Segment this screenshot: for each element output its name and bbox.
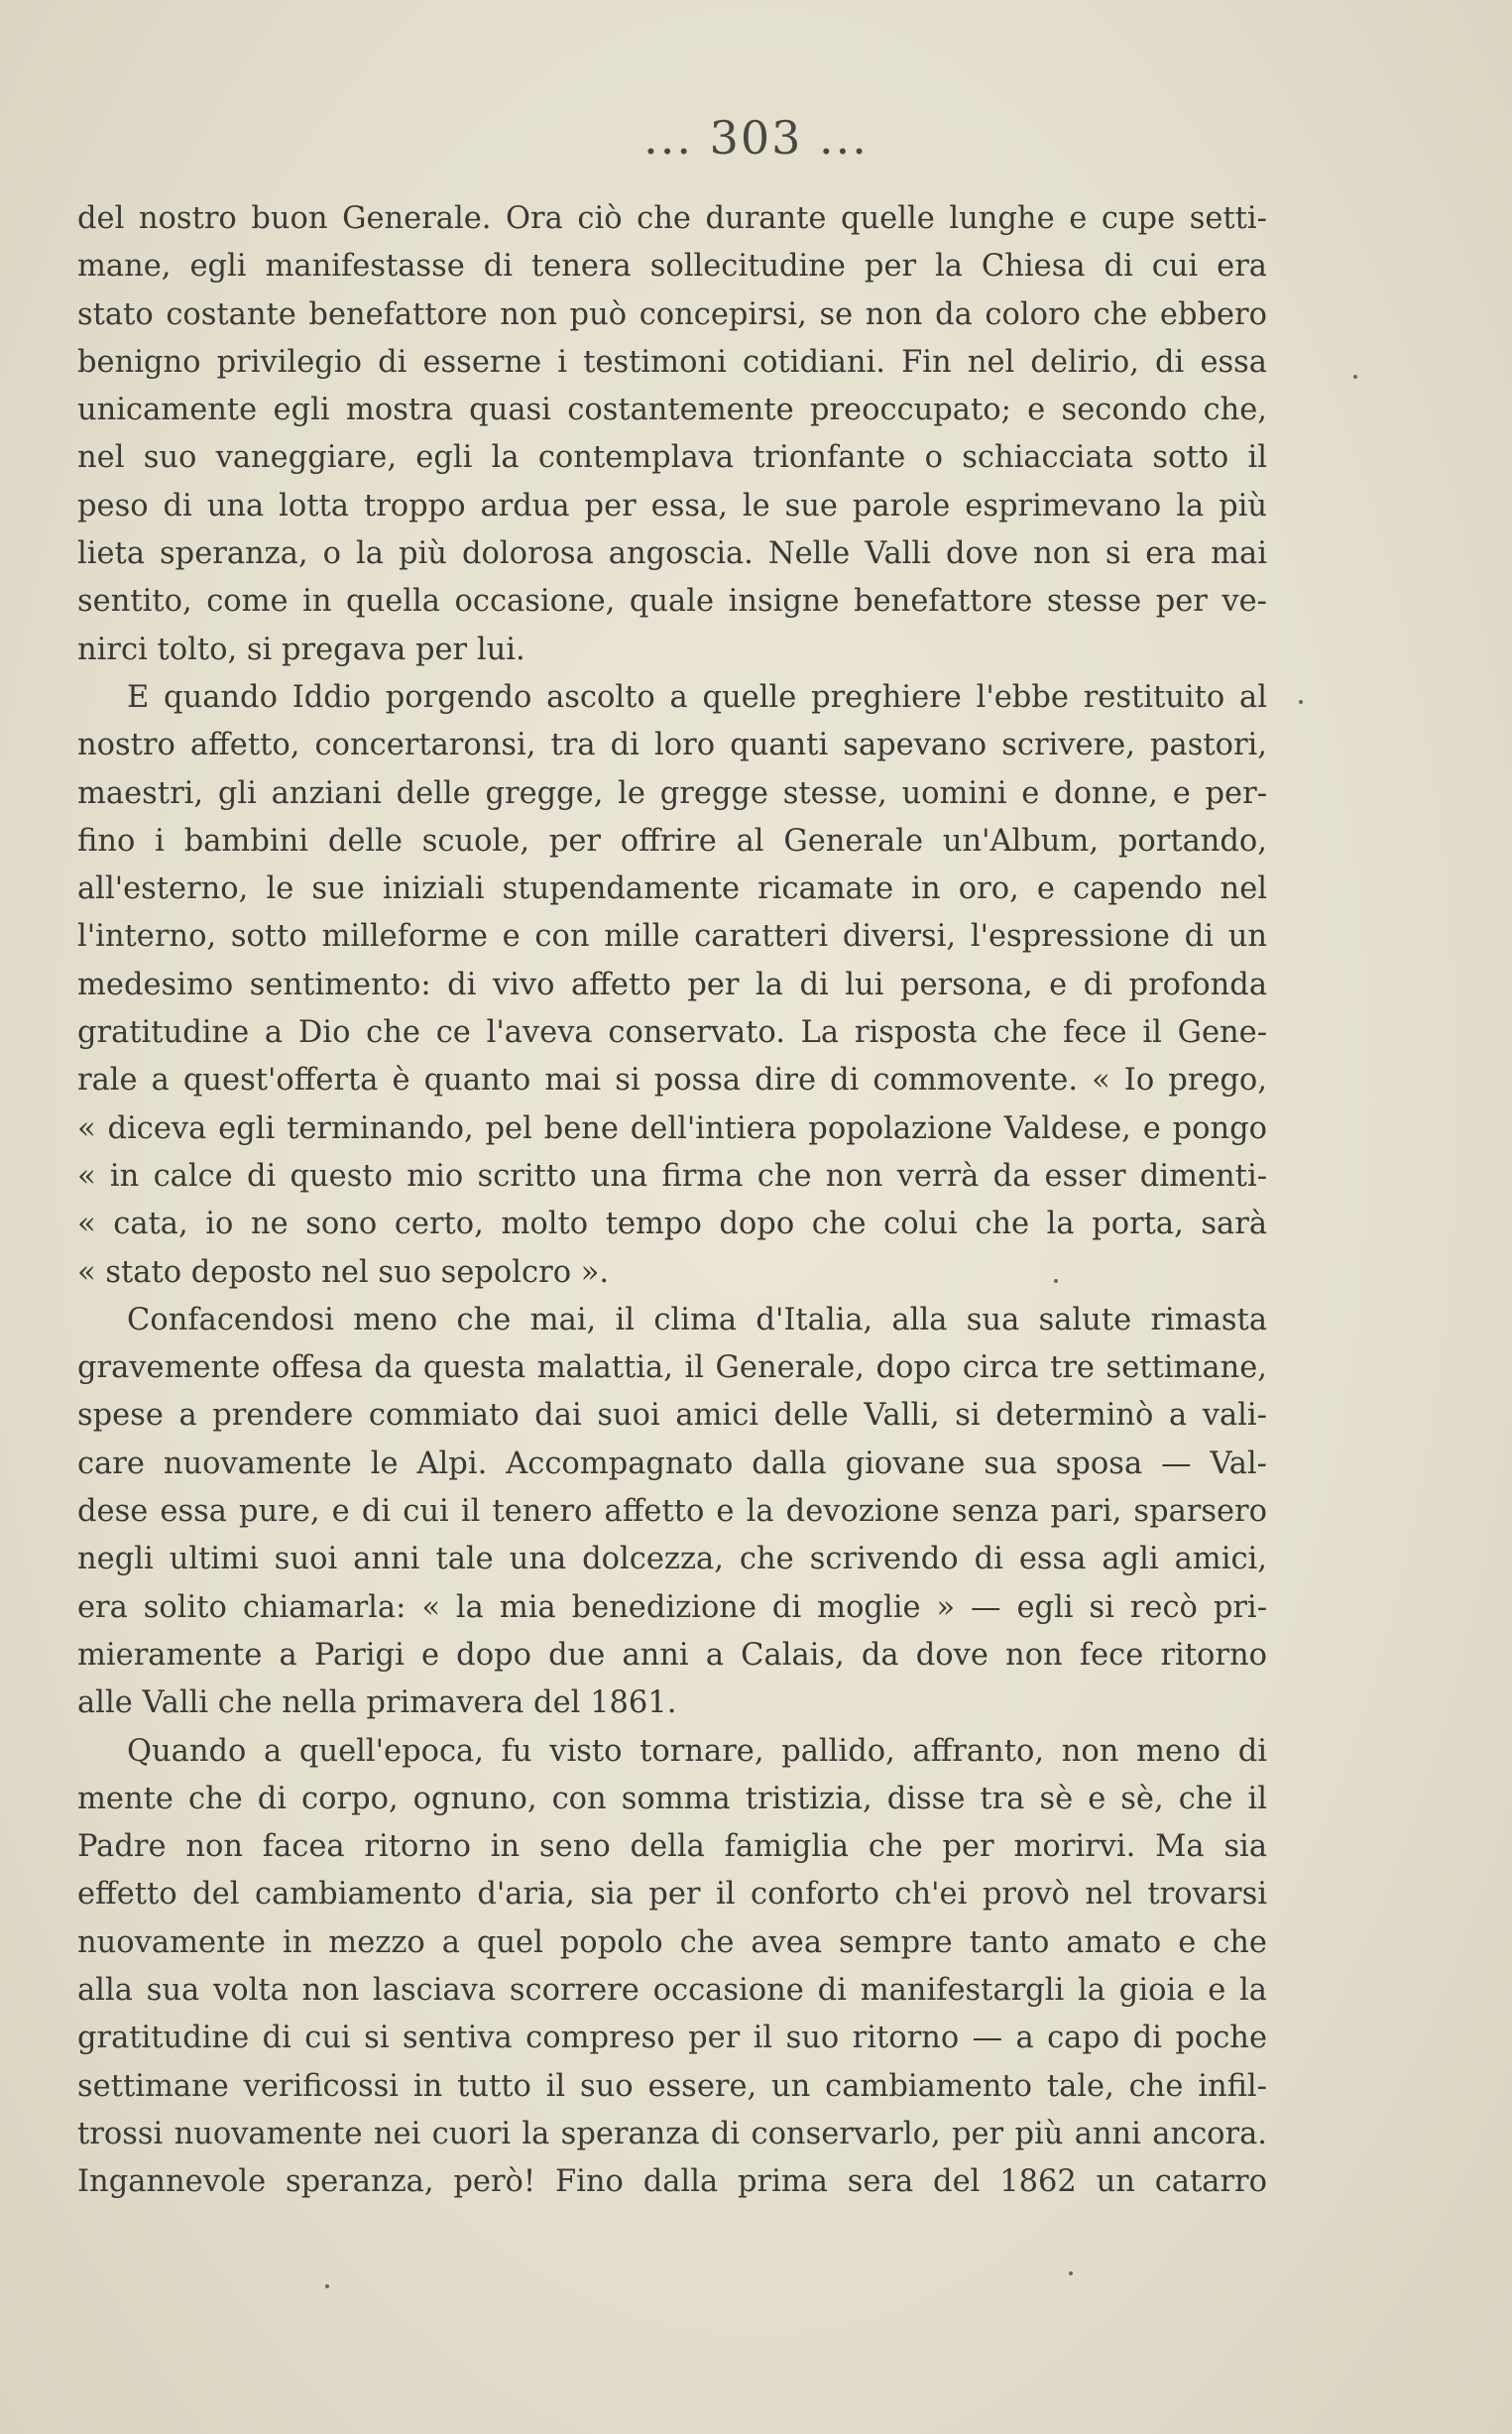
text-line: Confacendosi meno che mai, il clima d'Italia, alla sua salute rimasta (127, 1302, 1267, 1337)
text-line: « stato deposto nel suo sepolcro ». (77, 1254, 610, 1290)
text-line: era solito chiamarla: « la mia benedizione di moglie » — egli si recò pri- (77, 1589, 1267, 1625)
text-line: negli ultimi suoi anni tale una dolcezza, che scrivendo di essa agli amici, (77, 1542, 1267, 1577)
page-number: ... 303 ... (643, 111, 869, 165)
text-line: alle Valli che nella primavera del 1861. (77, 1685, 677, 1721)
text-line: « diceva egli terminando, pel bene dell'intiera popolazione Valdese, e pongo (77, 1110, 1267, 1146)
text-line: l'interno, sotto milleforme e con mille caratteri diversi, l'espressione di un (77, 919, 1267, 955)
text-line: settimane verificossi in tutto il suo essere, un cambiamento tale, che infil- (77, 2068, 1267, 2104)
text-line: « cata, io ne sono certo, molto tempo dopo che colui che la porta, sarà (77, 1207, 1267, 1242)
text-line: dese essa pure, e di cui il tenero affetto e la devozione senza pari, sparsero (77, 1494, 1267, 1530)
text-line: unicamente egli mostra quasi costantemente preoccupato; e secondo che, (77, 393, 1267, 428)
text-line: nirci tolto, si pregava per lui. (77, 632, 525, 667)
text-line: gratitudine di cui si sentiva compreso per il suo ritorno — a capo di poche (77, 2021, 1267, 2056)
text-line: alla sua volta non lasciava scorrere occasione di manifestargli la gioia e la (77, 1972, 1267, 2008)
text-line: nostro affetto, concertaronsi, tra di loro quanti sapevano scrivere, pastori, (77, 728, 1267, 763)
text-line: nuovamente in mezzo a quel popolo che avea sempre tanto amato e che (77, 1924, 1267, 1960)
text-line: mente che di corpo, ognuno, con somma tristizia, disse tra sè e sè, che il (77, 1781, 1267, 1816)
text-line: spese a prendere commiato dai suoi amici delle Valli, si determinò a vali- (77, 1398, 1267, 1434)
text-line: nel suo vaneggiare, egli la contemplava trionfante o schiacciata sotto il (77, 440, 1267, 476)
paper-speck (1069, 2271, 1073, 2275)
text-line: maestri, gli anziani delle gregge, le gregge stesse, uomini e donne, e per- (77, 775, 1267, 811)
text-line: trossi nuovamente nei cuori la speranza di conservarlo, per più anni ancora. (77, 2116, 1267, 2151)
text-line: gravemente offesa da questa malattia, il Generale, dopo circa tre settimane, (77, 1350, 1267, 1386)
paper-speck (325, 2284, 329, 2288)
text-line: stato costante benefattore non può concepirsi, se non da coloro che ebbero (77, 296, 1267, 332)
text-line: fino i bambini delle scuole, per offrire al Generale un'Album, portando, (77, 823, 1267, 859)
text-line: del nostro buon Generale. Ora ciò che durante quelle lunghe e cupe setti- (77, 201, 1267, 236)
paper-speck (1299, 700, 1303, 704)
text-line: Quando a quell'epoca, fu visto tornare, pallido, affranto, non meno di (127, 1733, 1267, 1769)
text-line: all'esterno, le sue iniziali stupendamente ricamate in oro, e capendo nel (77, 871, 1267, 907)
text-line: rale a quest'offerta è quanto mai si possa dire di commovente. « Io prego, (77, 1063, 1267, 1099)
text-line: benigno privilegio di esserne i testimoni cotidiani. Fin nel delirio, di essa (77, 344, 1267, 380)
text-line: peso di una lotta troppo ardua per essa, le sue parole esprimevano la più (77, 488, 1267, 523)
text-line: mieramente a Parigi e dopo due anni a Calais, da dove non fece ritorno (77, 1637, 1267, 1673)
text-line: Padre non facea ritorno in seno della famiglia che per morirvi. Ma sia (77, 1829, 1267, 1865)
paper-speck (1054, 1279, 1058, 1283)
text-line: « in calce di questo mio scritto una firma che non verrà da esser dimenti- (77, 1158, 1267, 1194)
text-line: effetto del cambiamento d'aria, sia per il conforto ch'ei provò nel trovarsi (77, 1877, 1267, 1912)
text-line: E quando Iddio porgendo ascolto a quelle preghiere l'ebbe restituito al (127, 679, 1267, 715)
text-line: lieta speranza, o la più dolorosa angoscia. Nelle Valli dove non si era mai (77, 536, 1267, 572)
paper-speck (1353, 375, 1357, 379)
body-text (77, 195, 1267, 2206)
text-line: mane, egli manifestasse di tenera sollecitudine per la Chiesa di cui era (77, 249, 1267, 285)
text-line: sentito, come in quella occasione, quale insigne benefattore stesse per ve- (77, 584, 1267, 620)
text-line: care nuovamente le Alpi. Accompagnato dalla giovane sua sposa — Val- (77, 1446, 1267, 1481)
text-line: medesimo sentimento: di vivo affetto per la di lui persona, e di profonda (77, 967, 1267, 1002)
text-line: gratitudine a Dio che ce l'aveva conservato. La risposta che fece il Gene- (77, 1015, 1267, 1051)
text-line: Ingannevole speranza, però! Fino dalla prima sera del 1862 un catarro (77, 2164, 1267, 2200)
